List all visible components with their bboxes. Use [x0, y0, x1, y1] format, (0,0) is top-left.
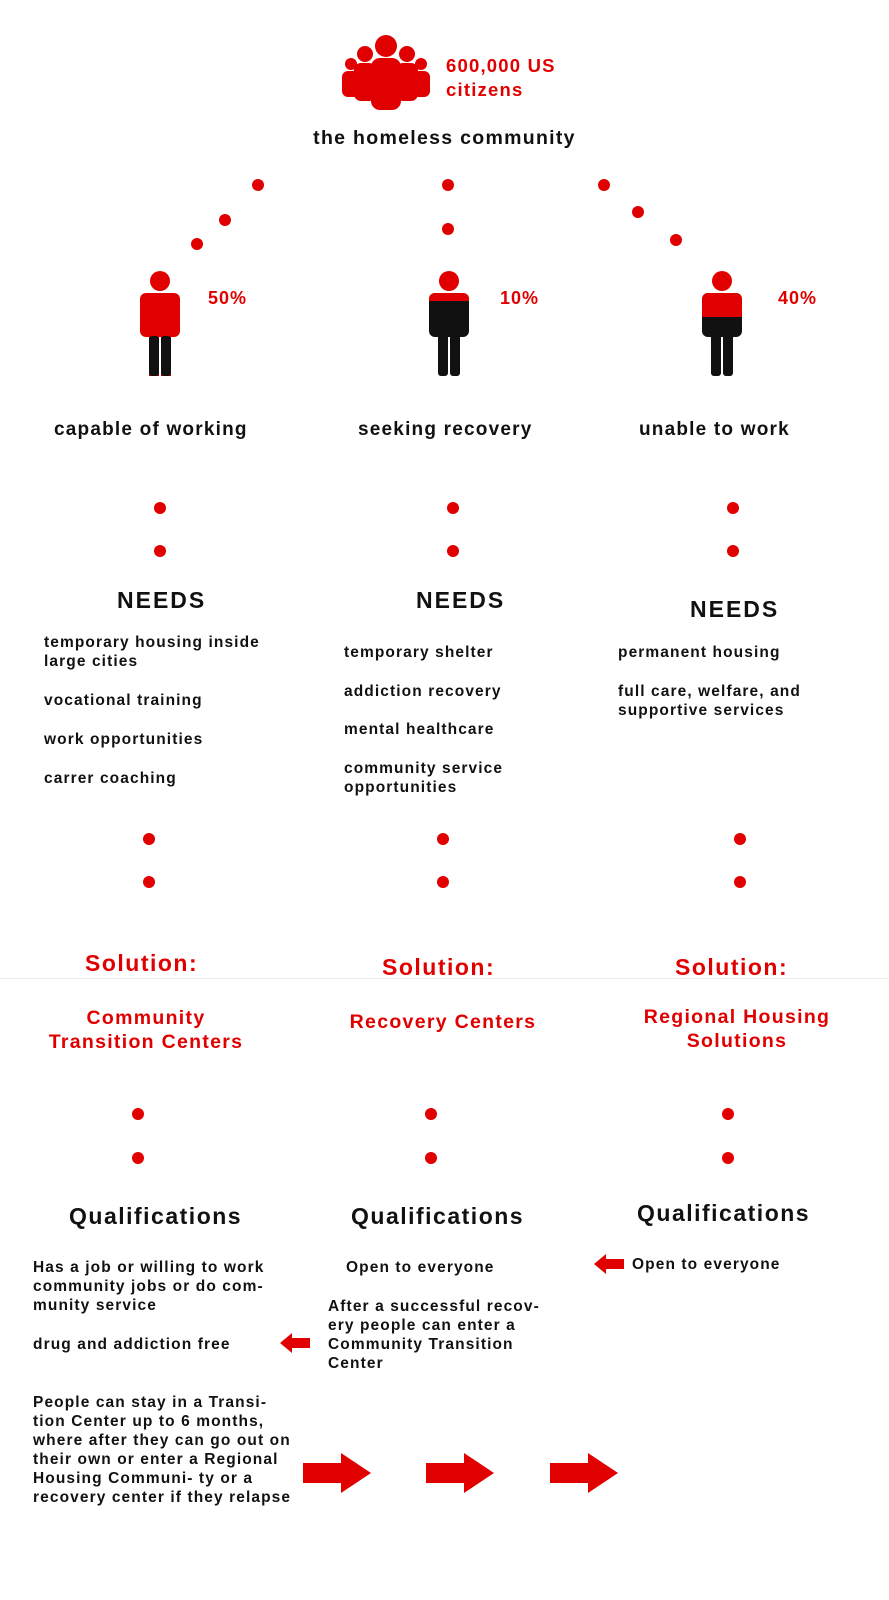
- connector-dot: [143, 833, 155, 845]
- need-item: work opportunities: [44, 731, 204, 748]
- needs-heading: NEEDS: [117, 587, 207, 613]
- connector-dot: [425, 1108, 437, 1120]
- connector-dot: [447, 502, 459, 514]
- arrow-right-icon: [303, 1453, 371, 1493]
- need-item: addiction recovery: [344, 683, 502, 700]
- connector-dot: [154, 502, 166, 514]
- need-item: vocational training: [44, 692, 203, 709]
- needs-heading: NEEDS: [690, 596, 780, 622]
- qualification-item: Open to everyone: [346, 1259, 495, 1276]
- connector-dot: [598, 179, 610, 191]
- qualifications-heading: Qualifications: [351, 1203, 525, 1229]
- need-item: carrer coaching: [44, 770, 177, 787]
- arrow-left-icon: [594, 1254, 624, 1274]
- connector-dot: [219, 214, 231, 226]
- needs-heading: NEEDS: [416, 587, 506, 613]
- person-icon: [427, 270, 471, 378]
- connector-dot: [154, 545, 166, 557]
- need-item: mental healthcare: [344, 721, 495, 738]
- solution-heading: Solution:: [85, 950, 199, 976]
- connector-dot: [132, 1152, 144, 1164]
- connector-dot: [425, 1152, 437, 1164]
- person-icon: [138, 270, 182, 378]
- people-group-icon: [338, 34, 434, 112]
- arrow-right-icon: [426, 1453, 494, 1493]
- solution-name: Regional Housing Solutions: [643, 1006, 831, 1052]
- need-item: temporary shelter: [344, 644, 494, 661]
- connector-dot: [727, 545, 739, 557]
- page-subtitle: the homeless community: [313, 127, 576, 149]
- need-item: full care, welfare, and supportive services: [618, 683, 801, 719]
- group-label: seeking recovery: [358, 419, 533, 440]
- connector-dot: [132, 1108, 144, 1120]
- solution-name: Recovery Centers: [349, 1011, 537, 1033]
- connector-dot: [442, 179, 454, 191]
- connector-dot: [670, 234, 682, 246]
- qualification-item: drug and addiction free: [33, 1336, 231, 1353]
- connector-dot: [191, 238, 203, 250]
- connector-dot: [252, 179, 264, 191]
- connector-dot: [734, 876, 746, 888]
- population-unit: citizens: [446, 79, 524, 100]
- qualifications-heading: Qualifications: [637, 1200, 811, 1226]
- arrow-left-icon: [280, 1333, 310, 1353]
- connector-dot: [442, 223, 454, 235]
- connector-dot: [447, 545, 459, 557]
- connector-dot: [722, 1152, 734, 1164]
- population-count: 600,000 US: [446, 55, 556, 76]
- connector-dot: [632, 206, 644, 218]
- arrow-right-icon: [550, 1453, 618, 1493]
- connector-dot: [437, 833, 449, 845]
- need-item: permanent housing: [618, 644, 781, 661]
- group-label: capable of working: [54, 419, 248, 440]
- solution-heading: Solution:: [382, 954, 496, 980]
- solution-heading: Solution:: [675, 954, 789, 980]
- qualification-item: People can stay in a Transi- tion Center up to 6 months, where after they can go out on their own or enter a Regional Housing Communi- ty or a recovery center if they relapse: [33, 1394, 292, 1506]
- need-item: temporary housing inside large cities: [44, 634, 260, 670]
- need-item: community service opportunities: [344, 760, 504, 796]
- qualification-item: Open to everyone: [632, 1256, 781, 1273]
- qualification-item: After a successful recov- ery people can enter a Community Transition Center: [328, 1298, 540, 1372]
- qualification-item: Has a job or willing to work community jobs or do com- munity service: [33, 1259, 265, 1314]
- connector-dot: [722, 1108, 734, 1120]
- connector-dot: [143, 876, 155, 888]
- percent-label: 10%: [500, 288, 540, 308]
- connector-dot: [734, 833, 746, 845]
- connector-dot: [727, 502, 739, 514]
- solution-name: Community Transition Centers: [48, 1007, 244, 1053]
- qualifications-heading: Qualifications: [69, 1203, 243, 1229]
- person-icon: [700, 270, 744, 378]
- group-label: unable to work: [639, 419, 790, 440]
- connector-dot: [437, 876, 449, 888]
- percent-label: 50%: [208, 288, 248, 308]
- percent-label: 40%: [778, 288, 818, 308]
